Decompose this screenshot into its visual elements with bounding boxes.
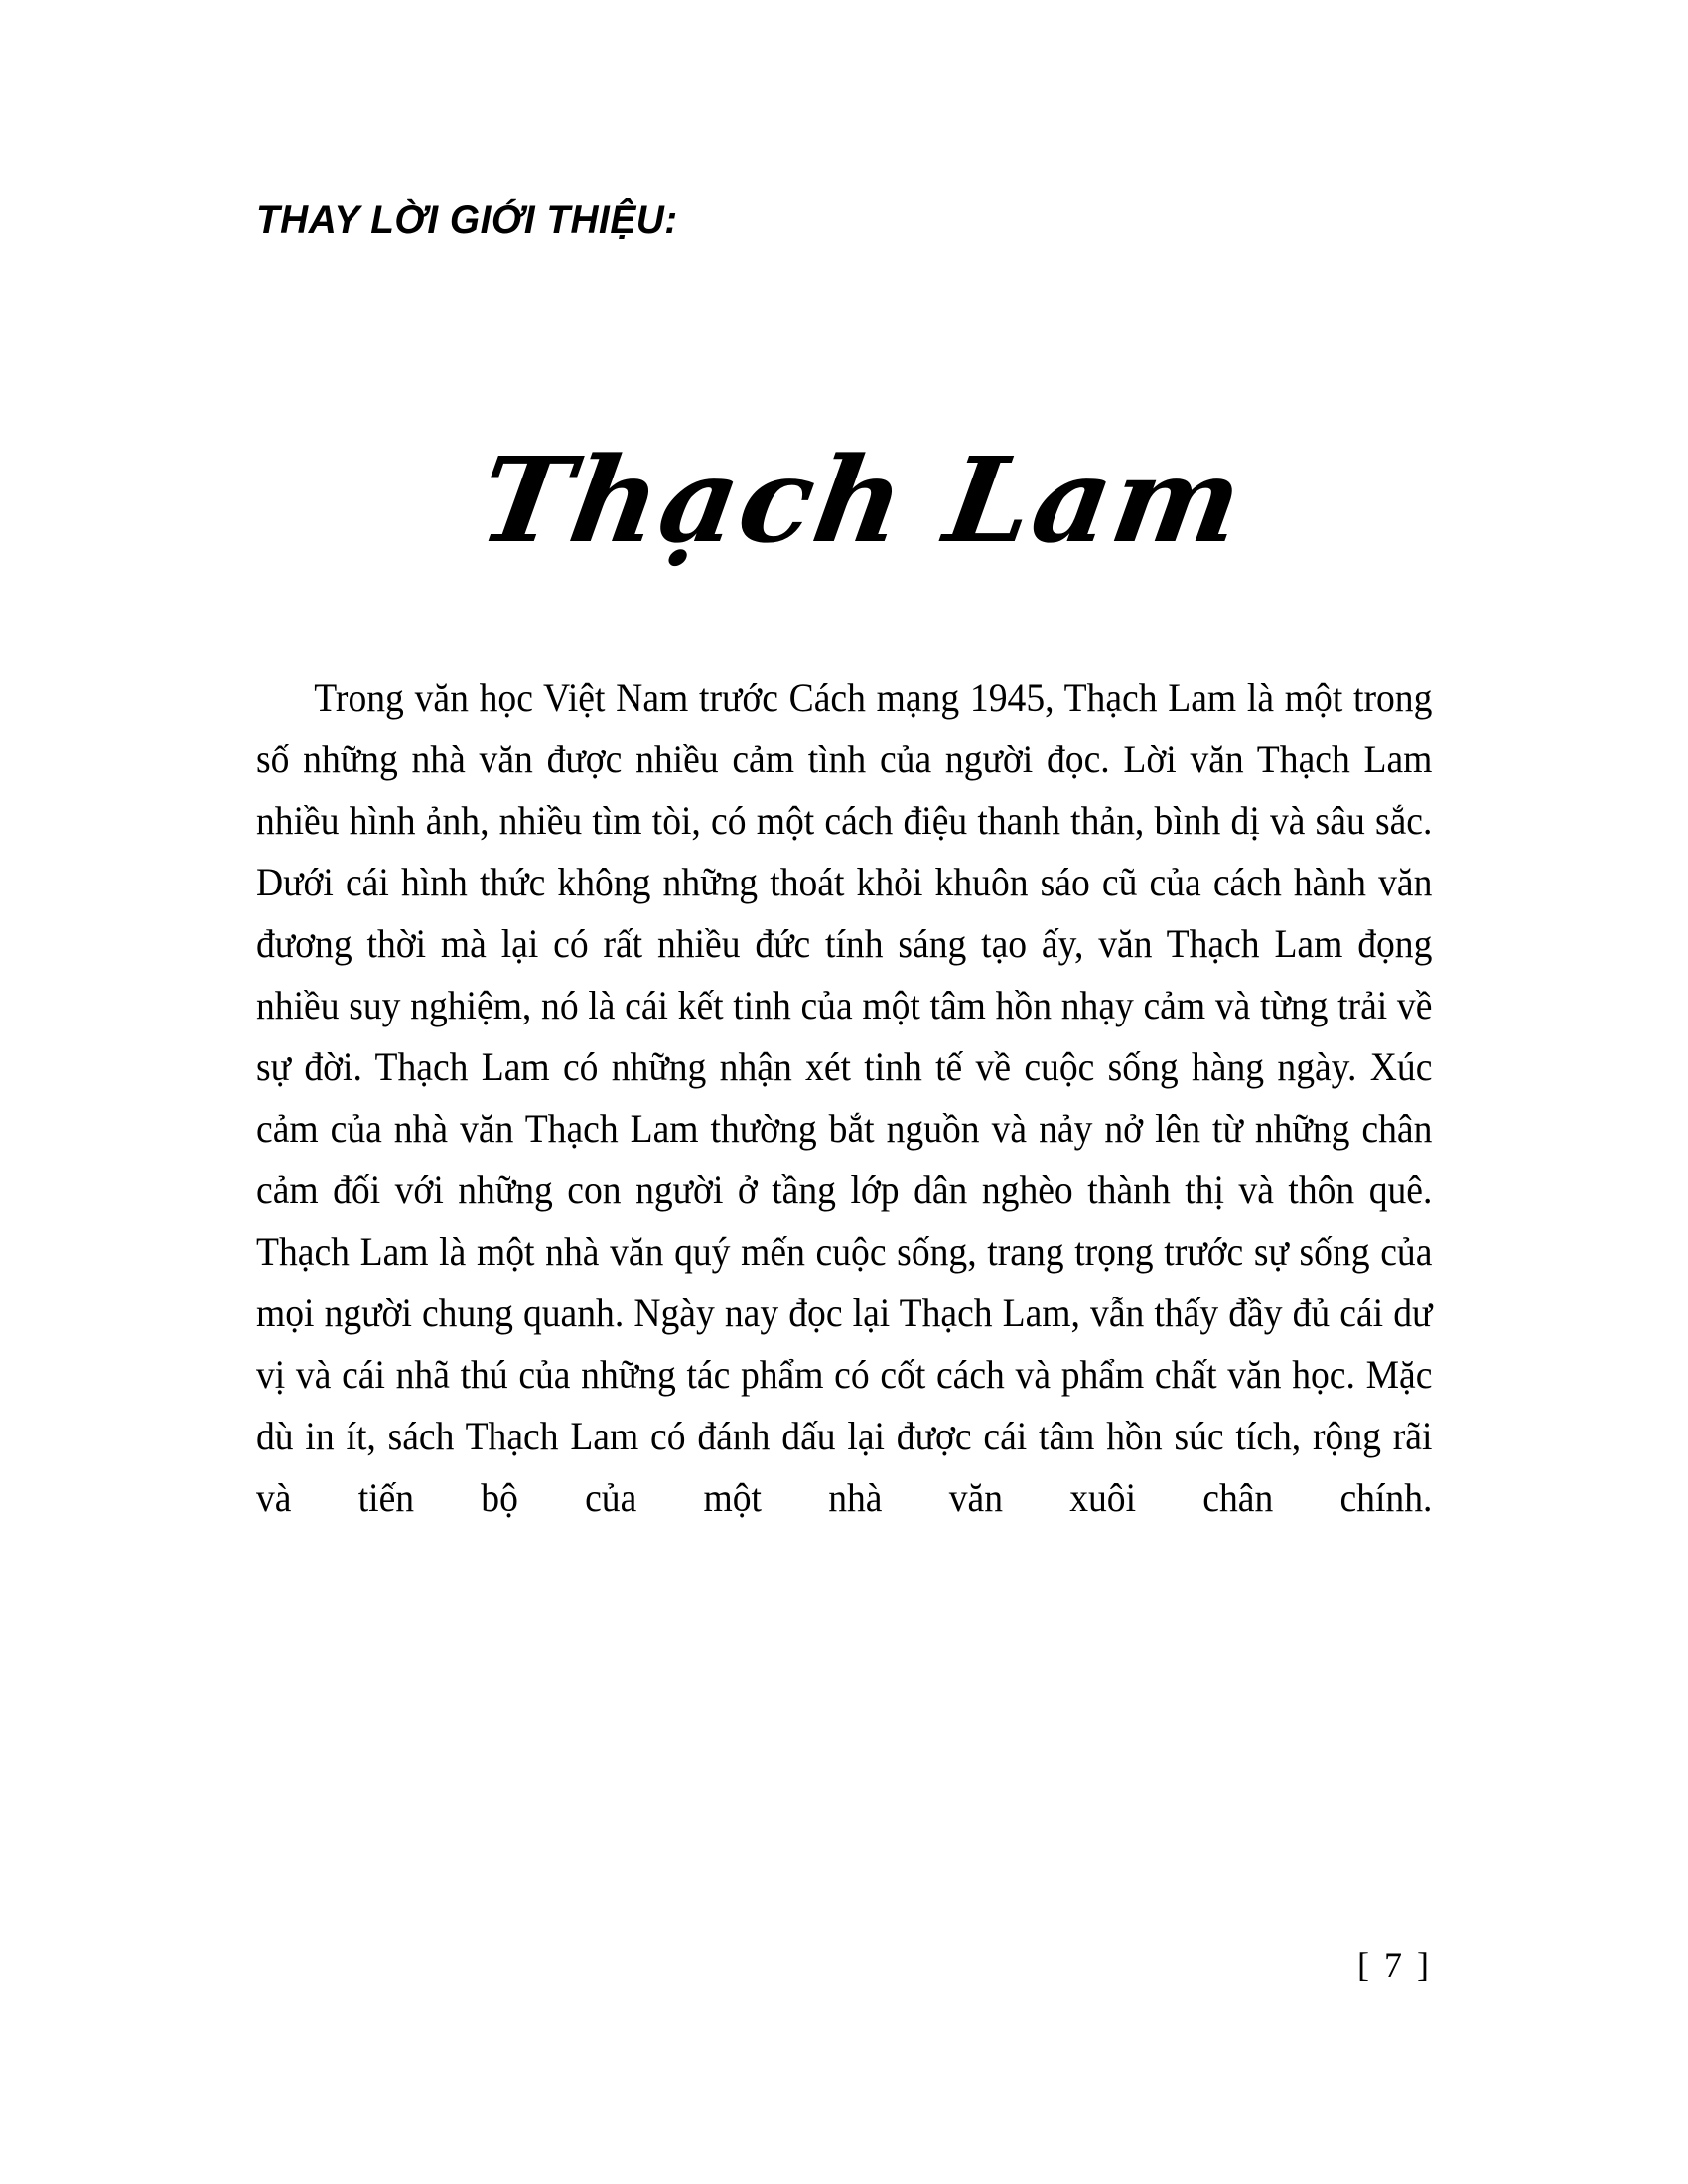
intro-paragraph: Trong văn học Việt Nam trước Cách mạng 1945, Thạch Lam là một trong số những nhà văn được nhiều cảm tình của người đọc. Lời văn Thạch Lam nhiều hình ảnh, nhiều tìm tòi, có một cách điệu thanh thản, bình dị và sâu sắc. Dưới cái hình thức không những thoát khỏi khuôn sáo cũ của cách hành văn đương thời mà lại có rất nhiều đức tính sáng tạo ấy, văn Thạch Lam đọng nhiều suy nghiệm, nó là cái kết tinh của một tâm hồn nhạy cảm và từng trải về sự đời. Thạch Lam có những nhận xét tinh tế về cuộc sống hàng ngày. Xúc cảm của nhà văn Thạch Lam thường bắt nguồn và nảy nở lên từ những chân cảm đối với những con người ở tầng lớp dân nghèo thành thị và thôn quê. Thạch Lam là một nhà văn quý mến cuộc sống, trang trọng trước sự sống của mọi người chung quanh. Ngày nay đọc lại Thạch Lam, vẫn thấy đầy đủ cái dư vị và cái nhã thú của những tác phẩm có cốt cách và phẩm chất văn học. Mặc dù in ít, sách Thạch Lam có đánh dấu lại được cái tâm hồn súc tích, rộng rãi và tiến bộ của một nhà văn xuôi chân chính. — [256, 675, 1433, 1520]
author-name-script: Thạch Lam — [471, 431, 1254, 569]
section-heading: THAY LỜI GIỚI THIỆU: — [256, 199, 678, 242]
body-text-block — [256, 667, 1432, 1590]
display-title — [0, 427, 1688, 574]
page-number: [ 7 ] — [1357, 1945, 1432, 1984]
